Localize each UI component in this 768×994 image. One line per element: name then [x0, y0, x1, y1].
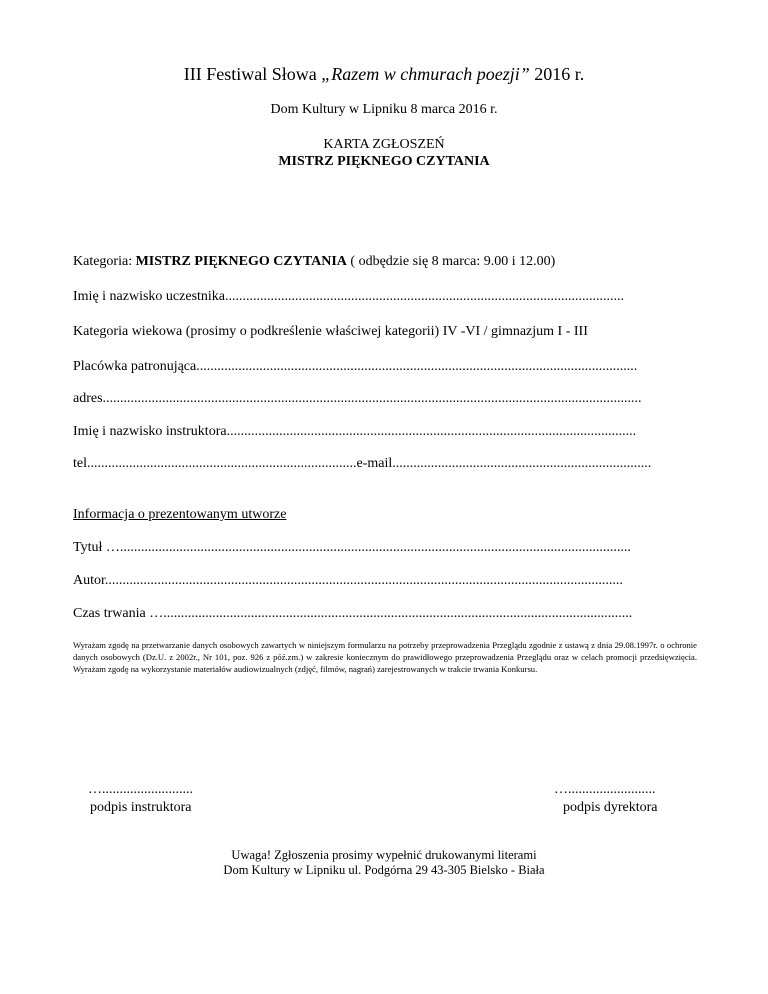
contact-line [73, 456, 651, 472]
card-label: KARTA ZGŁOSZEŃ [323, 137, 445, 152]
title-italic: „Razem w chmurach poezji” [321, 64, 530, 84]
address-field[interactable]: adres.......................................................................................................................................................... [73, 391, 642, 406]
director-signature-label: podpis dyrektora [563, 800, 658, 815]
category-suffix: ( odbędzie się 8 marca: 9.00 i 12.00) [346, 254, 556, 269]
category-name: MISTRZ PIĘKNEGO CZYTANIA [135, 254, 347, 269]
card-name: MISTRZ PIĘKNEGO CZYTANIA [278, 154, 490, 169]
institution-field[interactable]: Placówka patronująca.............................................................................................................................. [73, 359, 638, 374]
age-category-field[interactable]: Kategoria wiekowa (prosimy o podkreślenie właściwej kategorii) IV -VI / gimnazjum I - III [73, 324, 588, 339]
event-subtitle: Dom Kultury w Lipniku 8 marca 2016 r. [270, 102, 498, 117]
instructor-signature-label: podpis instruktora [90, 800, 192, 815]
work-info-heading: Informacja o prezentowanym utworze [73, 507, 287, 522]
document-title [0, 64, 768, 85]
work-duration-field[interactable]: Czas trwania …...................................................................................................................................... [73, 606, 633, 621]
footer-address: Dom Kultury w Lipniku ul. Podgórna 29 43-305 Bielsko - Biała [223, 863, 545, 877]
work-author-field[interactable]: Autor.................................................................................................................................................... [73, 573, 623, 588]
work-title-field[interactable]: Tytuł ….................................................................................................................................................. [73, 540, 631, 555]
instructor-field[interactable]: Imię i nazwisko instruktora..................................................................................................................... [73, 424, 637, 439]
consent-text: Wyrażam zgodę na przetwarzanie danych osobowych zawartych w niniejszym formularzu na potrzeby przeprowadzenia Przeglądu zgodnie z ustawą z dnia 29.08.1997r. o ochronie danych osobowych (Dz.U. z 2002r., Nr 101, poz. 926 z póź.zm.) w zakresie koniecznym do prawidłowego przeprowadzenia Przeglądu oraz w celach promocji przedsięwzięcia. Wyrażam zgodę na wykorzystanie materiałów audiowizualnych (zdjęć, filmów, nagrań) zarejestrowanych w trakcie trwania Konkursu. [73, 640, 697, 674]
tel-field[interactable]: tel............................................................................. [73, 456, 357, 471]
category-prefix: Kategoria: [73, 254, 136, 269]
title-prefix: III Festiwal Słowa [183, 64, 322, 84]
title-suffix: 2016 r. [529, 64, 585, 84]
category-line [73, 254, 555, 270]
instructor-signature-line[interactable]: ….......................... [88, 782, 193, 797]
participant-field[interactable]: Imię i nazwisko uczestnika.................................................................................................................. [73, 289, 625, 304]
footer-note: Uwaga! Zgłoszenia prosimy wypełnić drukowanymi literami [231, 848, 537, 862]
director-signature-line[interactable]: …......................... [554, 782, 656, 797]
email-field[interactable]: e-mail.......................................................................... [356, 456, 652, 471]
